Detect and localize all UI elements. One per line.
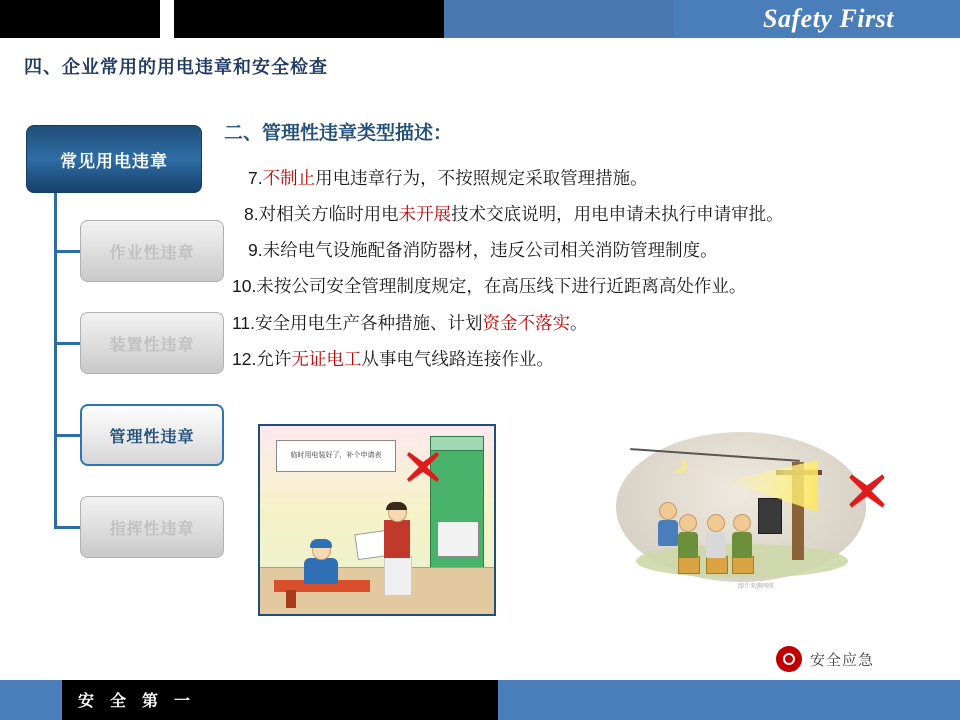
illustration2-electric-box	[758, 498, 782, 534]
wechat-logo-icon	[776, 646, 802, 672]
violation-list-item	[228, 237, 944, 264]
illustration2-stool-2	[706, 556, 728, 574]
illustration2-worker-body	[706, 532, 726, 558]
page-title: 四、企业常用的用电违章和安全检查	[24, 57, 328, 77]
illustration1-standing-worker-body	[384, 520, 410, 558]
violation-text: 用电违章行为，不按照规定采取管理措施。	[315, 168, 648, 188]
flowchart-branch-1	[54, 250, 80, 253]
illustration1-seated-worker-cap	[310, 539, 332, 548]
violation-type-flowchart	[26, 125, 216, 555]
illustration1-seated-worker-body	[304, 558, 338, 584]
header-black-block-left	[0, 0, 160, 38]
violation-highlight-text: 无证电工	[291, 348, 362, 369]
violation-list	[228, 165, 944, 382]
flowchart-trunk-line	[54, 193, 57, 527]
footer-blue-block-right	[498, 680, 960, 720]
violation-list-item	[228, 201, 944, 228]
header-title-english: Safety First	[763, 4, 894, 33]
illustration2-seated-worker-2	[706, 514, 726, 558]
header-white-gap	[160, 0, 174, 38]
illustration2-worker-head	[733, 514, 751, 532]
illustration2-standing-worker	[658, 502, 678, 546]
violation-highlight-text: 未开展	[398, 204, 452, 225]
violation-text: 8.对相关方临时用电	[244, 204, 399, 225]
flowchart-node-equipment[interactable]: 装置性违章	[80, 312, 224, 374]
violation-highlight-text: 资金不落实	[482, 312, 571, 333]
violation-text: 从事电气线路连接作业。	[361, 348, 554, 369]
violation-text: 9.未给电气设施配备消防器材，违反公司相关消防管理制度。	[248, 240, 718, 261]
violation-text: 。	[570, 312, 588, 333]
illustration1-standing-worker-legs	[384, 556, 412, 596]
violation-list-item	[228, 273, 944, 300]
violation-text: 10.未按公司安全管理制度规定，在高压线下进行近距离高处作业。	[232, 276, 747, 297]
illustration-work-under-power-line	[606, 424, 896, 604]
illustration2-seated-worker-3	[732, 514, 752, 558]
violation-text: 技术交底说明，用电申请未执行申请审批。	[451, 204, 784, 225]
illustration2-stool-3	[732, 556, 754, 574]
illustration1-speech-board: 临时用电装好了，补个申请表	[276, 440, 396, 472]
flowchart-branch-2	[54, 342, 80, 345]
violation-text: 7.	[248, 168, 263, 188]
violation-list-item	[228, 165, 944, 192]
illustration2-seated-worker-1	[678, 514, 698, 558]
content-sub-heading: 二、管理性违章类型描述：	[224, 123, 453, 144]
flowchart-root-node[interactable]: 常见用电违章	[26, 125, 202, 193]
illustration1-standing-worker-hair	[386, 502, 407, 510]
illustration2-worker-head	[679, 514, 697, 532]
violation-list-item	[228, 310, 944, 337]
violation-highlight-text: 不制止	[262, 168, 316, 188]
illustration2-worker-body	[658, 520, 678, 546]
illustration2-worker-head	[659, 502, 677, 520]
wechat-account-name: 安全应急	[809, 651, 874, 669]
illustration-temporary-power-application	[258, 424, 496, 616]
flowchart-node-operational[interactable]: 作业性违章	[80, 220, 224, 282]
illustration2-worker-body	[678, 532, 698, 558]
footer-slogan: 安 全 第 一	[78, 693, 197, 710]
violation-text: 11.安全用电生产各种措施、计划	[232, 312, 483, 333]
illustration1-desk-leg	[286, 590, 296, 608]
flowchart-node-command[interactable]: 指挥性违章	[80, 496, 224, 558]
flowchart-branch-4	[54, 526, 80, 529]
violation-text: 12.允许	[232, 348, 292, 369]
flowchart-node-management[interactable]: 管理性违章	[80, 404, 224, 466]
illustration2-watermark: 图片来源网络	[738, 584, 775, 590]
illustration2-worker-head	[707, 514, 725, 532]
footer-blue-block-left	[0, 680, 62, 720]
illustration2-worker-body	[732, 532, 752, 558]
red-x-icon	[404, 448, 442, 486]
illustration2-stool-1	[678, 556, 700, 574]
red-x-icon	[846, 470, 888, 512]
header-blue-block-dark	[444, 0, 674, 38]
flowchart-branch-3	[54, 434, 80, 437]
wechat-account-badge	[776, 646, 874, 672]
illustration2-moon	[668, 456, 682, 470]
violation-list-item	[228, 346, 944, 373]
header-black-block-mid	[174, 0, 444, 38]
bottom-footer-bar	[0, 680, 960, 720]
top-header-bar	[0, 0, 960, 38]
